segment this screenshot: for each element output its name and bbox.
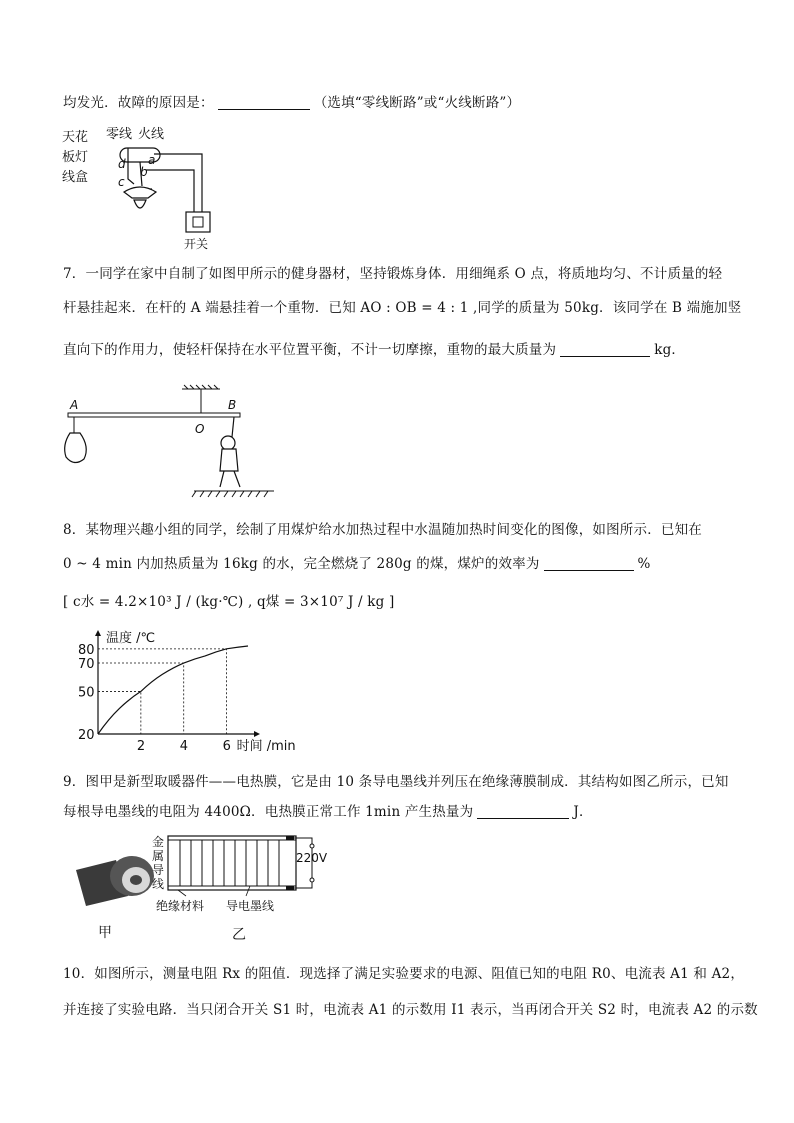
- wires: [120, 148, 202, 212]
- person: [220, 417, 240, 487]
- ceiling-hatch: [182, 385, 220, 389]
- ground-hatch: [192, 491, 274, 497]
- label-insulator: 绝缘材料: [156, 899, 205, 913]
- q7-line-3-before: 直向下的作用力，使轻杆保持在水平位置平衡，不计一切摩擦，重物的最大质量为: [63, 342, 557, 358]
- y-tick-label: 70: [78, 657, 95, 673]
- guide-line-0: [98, 691, 141, 734]
- label-O: O: [195, 422, 205, 436]
- q6-text-after: （选填“零线断路”或“火线断路”）: [313, 95, 521, 111]
- lever-bar: [68, 413, 240, 417]
- label-metal-3: 导: [152, 863, 165, 877]
- pt-b: b: [140, 165, 148, 179]
- q6-text-before: 均发光．故障的原因是：: [63, 95, 214, 111]
- label-metal-2: 属: [152, 849, 165, 863]
- caption-jia: 甲: [98, 925, 112, 941]
- lamp-bulb: [134, 200, 146, 208]
- label-live: 火线: [138, 127, 165, 142]
- y-tick-label: 80: [78, 642, 95, 658]
- x-tick-label: 4: [179, 739, 188, 754]
- q9-answer-blank[interactable]: [477, 804, 569, 819]
- q8-answer-blank[interactable]: [544, 556, 634, 571]
- q7-answer-blank[interactable]: [560, 342, 650, 357]
- label-metal-4: 线: [152, 877, 165, 891]
- q9-line-1: 9．图甲是新型取暖器件——电热膜，它是由 10 条导电墨线并列压在绝缘薄膜制成．其结构如图乙所示，已知: [63, 774, 729, 790]
- y-tick-label: 50: [78, 685, 95, 701]
- temperature-chart: [60, 628, 296, 756]
- q10-line-1: 10．如图所示，测量电阻 Rx 的阻值．现选择了满足实验要求的电源、阻值已知的电阻 R0、电流表 A1 和 A2，: [63, 966, 745, 982]
- pt-a: a: [148, 153, 156, 167]
- caption-yi: 乙: [232, 927, 246, 943]
- q8-line-1: 8．某物理兴趣小组的同学，绘制了用煤炉给水加热过程中水温随加热时间变化的图像，如图所示．已知在: [63, 522, 702, 538]
- insulating-film: [168, 836, 296, 890]
- x-axis-label: 时间 /min: [236, 739, 296, 754]
- y-tick-label: 20: [78, 728, 95, 743]
- pt-d: d: [118, 157, 126, 171]
- x-tick-label: 2: [136, 739, 146, 754]
- q7-line-2: 杆悬挂起来．在杆的 A 端悬挂着一个重物．已知 AO : OB = 4 : 1 ,同学的质量为 50kg．该同学在 B 端施加竖: [63, 300, 742, 316]
- q6-wiring-figure: [62, 124, 222, 252]
- q9-film-figure-jia: [72, 840, 165, 910]
- switch-box: [186, 212, 210, 232]
- temperature-curve-0: [98, 646, 248, 734]
- label-neutral: 零线: [106, 127, 133, 142]
- q8-line-2-after: %: [637, 556, 651, 572]
- guide-line-2: [98, 649, 227, 734]
- q8-line-2-before: 0 ~ 4 min 内加热质量为 16kg 的水，完全燃烧了 280g 的煤，煤炉的效率为: [63, 556, 540, 572]
- pt-c: c: [118, 175, 125, 189]
- q9-line-2-before: 每根导电墨线的电阻为 4400Ω．电热膜正常工作 1min 产生热量为: [63, 804, 474, 820]
- q10-line-2: 并连接了实验电路．当只闭合开关 S1 时，电流表 A1 的示数用 I1 表示，当再闭合开关 S2 时，电流表 A2 的示数: [63, 1002, 758, 1018]
- q8-line-2: [63, 552, 651, 572]
- label-switch: 开关: [184, 237, 209, 251]
- y-axis-label: 温度 /℃: [106, 631, 156, 646]
- x-axis-arrow: [254, 731, 260, 737]
- q6-answer-blank[interactable]: [218, 95, 310, 110]
- q8-formula: [ c水 = 4.2×10³ J / (kg·℃) , q煤 = 3×10⁷ J / kg ]: [63, 594, 395, 610]
- q9-film-figure-yi: [150, 832, 330, 916]
- q9-line-2-after: J．: [573, 804, 593, 820]
- q9-line-2: [63, 800, 593, 820]
- q7-line-3-after: kg．: [654, 342, 686, 358]
- label-ink: 导电墨线: [226, 899, 275, 913]
- label-ceiling-3: 线盒: [62, 170, 89, 185]
- x-tick-label: 6: [222, 739, 231, 754]
- label-metal-1: 金: [152, 835, 165, 849]
- label-ceiling-1: 天花: [62, 130, 89, 145]
- y-axis-arrow: [95, 630, 101, 636]
- q7-line-3: [63, 338, 685, 358]
- q7-lever-figure: [62, 385, 282, 505]
- label-B: B: [228, 398, 237, 412]
- q7-line-1: 7．一同学在家中自制了如图甲所示的健身器材，坚持锻炼身体．用细绳系 O 点，将质地均匀、不计质量的轻: [63, 266, 723, 282]
- label-A: A: [70, 398, 79, 412]
- weight-bag: [65, 433, 87, 463]
- q6-text-line: [63, 91, 520, 111]
- label-voltage: 220V: [296, 851, 328, 865]
- label-ceiling-2: 板灯: [62, 150, 89, 165]
